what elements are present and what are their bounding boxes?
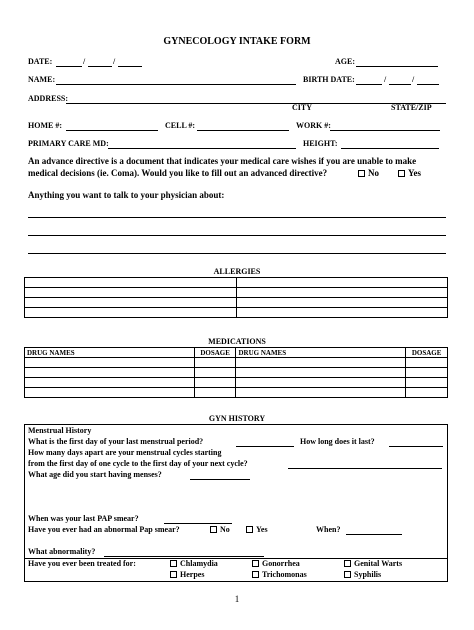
checkbox-icon[interactable]	[252, 571, 259, 578]
primary-care-field[interactable]	[108, 148, 296, 149]
what-abnormality-field[interactable]	[104, 556, 264, 557]
med-cell[interactable]	[25, 388, 195, 398]
abnormal-pap-yes-label: Yes	[256, 525, 268, 534]
directive-no-option[interactable]	[358, 168, 379, 178]
talk-line-1[interactable]	[28, 217, 446, 218]
height-field[interactable]	[341, 148, 439, 149]
table-row	[25, 368, 448, 378]
table-header-row	[25, 348, 448, 358]
when-field[interactable]	[346, 534, 402, 535]
medications-heading: MEDICATIONS	[208, 337, 266, 346]
birth-date-label: BIRTH DATE:	[303, 75, 355, 84]
address-field[interactable]	[66, 103, 446, 104]
menses-age-field[interactable]	[190, 479, 250, 480]
med-cell[interactable]	[406, 368, 448, 378]
allergy-cell[interactable]	[236, 308, 448, 318]
table-row	[25, 358, 448, 368]
med-cell[interactable]	[406, 358, 448, 368]
date-day-field[interactable]	[88, 66, 112, 67]
height-label: HEIGHT:	[303, 139, 338, 148]
allergy-cell[interactable]	[25, 298, 237, 308]
date-label: DATE:	[28, 57, 53, 66]
abnormal-pap-no-option[interactable]	[210, 525, 230, 534]
city-label: CITY	[292, 103, 313, 112]
checkbox-icon[interactable]	[398, 170, 405, 177]
med-cell[interactable]	[236, 368, 406, 378]
checkbox-icon[interactable]	[170, 560, 177, 567]
allergy-cell[interactable]	[25, 308, 237, 318]
chlamydia-label: Chlamydia	[180, 559, 218, 568]
pap-smear-field[interactable]	[164, 523, 232, 524]
birth-day-field[interactable]	[389, 84, 411, 85]
directive-text-1: An advance directive is a document that indicates your medical care wishes if you are unable to make	[28, 156, 417, 166]
name-field[interactable]	[56, 84, 296, 85]
gyn-history-heading: GYN HISTORY	[208, 414, 266, 423]
med-cell[interactable]	[406, 388, 448, 398]
menstrual-history-label: Menstrual History	[28, 426, 92, 435]
allergy-cell[interactable]	[25, 288, 237, 298]
checkbox-icon[interactable]	[344, 571, 351, 578]
med-cell[interactable]	[194, 358, 236, 368]
cell-phone-label: CELL #:	[165, 121, 196, 130]
date-month-field[interactable]	[56, 66, 82, 67]
directive-text-2: medical decisions (ie. Coma). Would you like to fill out an advanced directive?	[28, 168, 328, 178]
directive-no-label: No	[368, 168, 379, 178]
page-number: 1	[234, 594, 240, 604]
home-phone-field[interactable]	[66, 130, 158, 131]
talk-line-2[interactable]	[28, 235, 446, 236]
allergy-cell[interactable]	[236, 288, 448, 298]
allergy-cell[interactable]	[236, 278, 448, 288]
table-row	[25, 288, 448, 298]
menses-age-question: What age did you start having menses?	[28, 470, 162, 479]
column-header-dosage: DOSAGE	[194, 348, 236, 358]
abnormal-pap-no-label: No	[220, 525, 230, 534]
med-cell[interactable]	[25, 368, 195, 378]
days-apart-field[interactable]	[288, 468, 442, 469]
treated-question: Have you ever been treated for:	[28, 559, 136, 568]
trichomonas-label: Trichomonas	[262, 570, 307, 579]
allergies-heading: ALLERGIES	[213, 267, 261, 276]
home-phone-label: HOME #:	[28, 121, 62, 130]
birth-month-field[interactable]	[356, 84, 382, 85]
table-row	[25, 388, 448, 398]
days-apart-question-2: from the first day of one cycle to the first day of your next cycle?	[28, 459, 248, 468]
med-cell[interactable]	[236, 378, 406, 388]
med-cell[interactable]	[25, 358, 195, 368]
directive-yes-option[interactable]	[398, 168, 421, 178]
allergy-cell[interactable]	[25, 278, 237, 288]
pap-smear-question: When was your last PAP smear?	[28, 514, 139, 523]
gonorrhea-label: Gonorrhea	[262, 559, 300, 568]
state-zip-label: STATE/ZIP	[391, 103, 432, 112]
trichomonas-option[interactable]	[252, 570, 307, 579]
first-day-field[interactable]	[236, 446, 294, 447]
checkbox-icon[interactable]	[170, 571, 177, 578]
checkbox-icon[interactable]	[344, 560, 351, 567]
table-row	[25, 278, 448, 288]
days-apart-question: How many days apart are your menstrual cycles starting	[28, 448, 222, 457]
table-row	[25, 298, 448, 308]
cell-phone-field[interactable]	[197, 130, 289, 131]
birth-slash-2: /	[412, 75, 415, 84]
genital-warts-option[interactable]	[344, 559, 402, 568]
syphilis-label: Syphilis	[354, 570, 382, 579]
what-abnormality-question: What abnormality?	[28, 547, 96, 556]
age-label: AGE:	[335, 57, 355, 66]
checkbox-icon[interactable]	[358, 170, 365, 177]
abnormal-pap-yes-option[interactable]	[246, 525, 268, 534]
allergy-cell[interactable]	[236, 298, 448, 308]
form-title: GYNECOLOGY INTAKE FORM	[163, 36, 311, 47]
med-cell[interactable]	[25, 378, 195, 388]
checkbox-icon[interactable]	[246, 526, 253, 533]
talk-prompt: Anything you want to talk to your physician about:	[28, 190, 225, 200]
med-cell[interactable]	[194, 368, 236, 378]
syphilis-option[interactable]	[344, 570, 381, 579]
med-cell[interactable]	[406, 378, 448, 388]
gonorrhea-option[interactable]	[252, 559, 300, 568]
talk-line-3[interactable]	[28, 253, 446, 254]
checkbox-icon[interactable]	[210, 526, 217, 533]
when-label: When?	[316, 525, 341, 534]
med-cell[interactable]	[194, 388, 236, 398]
directive-yes-label: Yes	[408, 168, 421, 178]
first-day-question: What is the first day of your last menstrual period?	[28, 437, 204, 446]
medications-table	[24, 347, 448, 398]
herpes-option[interactable]	[170, 570, 204, 579]
how-long-field[interactable]	[389, 446, 443, 447]
chlamydia-option[interactable]	[170, 559, 218, 568]
birth-year-field[interactable]	[417, 84, 439, 85]
work-phone-field[interactable]	[330, 130, 440, 131]
primary-care-label: PRIMARY CARE MD:	[28, 139, 109, 148]
med-cell[interactable]	[194, 378, 236, 388]
date-slash-2: /	[113, 57, 116, 66]
herpes-label: Herpes	[180, 570, 205, 579]
age-field[interactable]	[356, 66, 438, 67]
column-header-dosage: DOSAGE	[406, 348, 448, 358]
abnormal-pap-question: Have you ever had an abnormal Pap smear?	[28, 525, 180, 534]
allergies-table	[24, 277, 448, 318]
address-label: ADDRESS:	[28, 94, 69, 103]
column-header-drug-names: DRUG NAMES	[236, 348, 406, 358]
how-long-question: How long does it last?	[300, 437, 375, 446]
med-cell[interactable]	[236, 358, 406, 368]
work-phone-label: WORK #:	[296, 121, 331, 130]
table-row	[25, 378, 448, 388]
birth-slash-1: /	[384, 75, 387, 84]
med-cell[interactable]	[236, 388, 406, 398]
checkbox-icon[interactable]	[252, 560, 259, 567]
column-header-drug-names: DRUG NAMES	[25, 348, 195, 358]
name-label: NAME:	[28, 75, 56, 84]
date-slash-1: /	[83, 57, 86, 66]
table-row	[25, 308, 448, 318]
genital-warts-label: Genital Warts	[354, 559, 403, 568]
date-year-field[interactable]	[118, 66, 142, 67]
